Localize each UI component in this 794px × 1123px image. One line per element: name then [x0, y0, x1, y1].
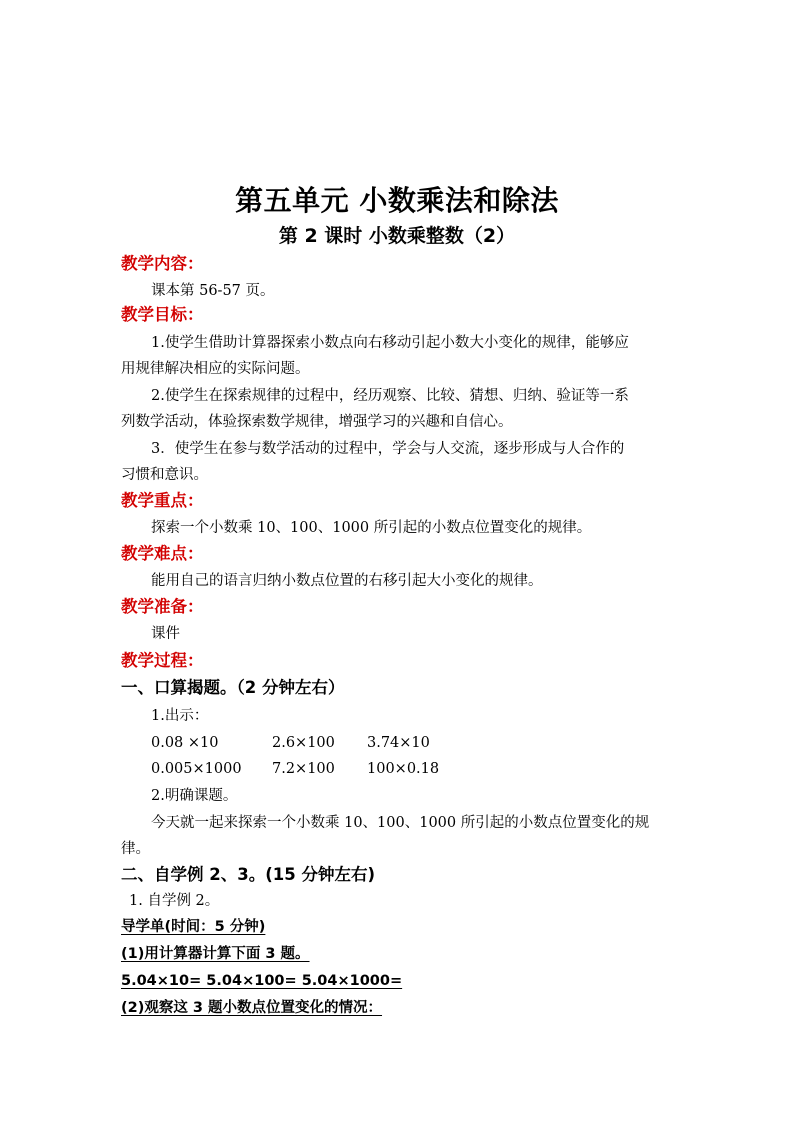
guide-question-1: (1)用计算器计算下面 3 题。 — [121, 946, 310, 962]
goal-1-line-2: 用规律解决相应的实际问题。 — [121, 361, 310, 377]
guide-calculation: 5.04×10= 5.04×100= 5.04×1000= — [121, 973, 403, 989]
difficulties-text: 能用自己的语言归纳小数点位置的右移引起大小变化的规律。 — [151, 573, 543, 589]
section-2-heading: 二、自学例 2、3。(15 分钟左右) — [121, 865, 375, 884]
oral-calc-item: 3.74×10 — [367, 735, 430, 751]
key-points-text: 探索一个小数乘 10、100、1000 所引起的小数点位置变化的规律。 — [151, 520, 592, 536]
process-heading: 教学过程： — [121, 651, 204, 670]
section-1-heading: 一、口算揭题。（2 分钟左右） — [121, 678, 345, 697]
goal-3-line-2: 习惯和意识。 — [121, 467, 208, 483]
oral-calc-item: 0.005×1000 — [151, 761, 242, 777]
page-subtitle: 第 2 课时 小数乘整数（2） — [278, 225, 516, 247]
preparation-text: 课件 — [151, 626, 180, 642]
difficulties-heading: 教学难点： — [121, 544, 204, 563]
goals-heading: 教学目标： — [121, 305, 204, 324]
guide-sheet-title: 导学单(时间：5 分钟) — [121, 919, 266, 935]
key-points-heading: 教学重点： — [121, 491, 204, 510]
goal-1-line-1: 1.使学生借助计算器探索小数点向右移动引起小数大小变化的规律，能够应 — [151, 335, 629, 351]
goal-3-line-1: 3．使学生在参与数学活动的过程中，学会与人交流，逐步形成与人合作的 — [151, 441, 625, 457]
guide-question-2: (2)观察这 3 题小数点位置变化的情况： — [121, 1000, 383, 1016]
oral-calc-item: 2.6×100 — [272, 735, 335, 751]
today-line-1: 今天就一起来探索一个小数乘 10、100、1000 所引起的小数点位置变化的规 — [151, 815, 650, 831]
show-label: 1.出示： — [151, 708, 209, 724]
oral-calc-item: 0.08 ×10 — [151, 735, 219, 751]
oral-calc-item: 100×0.18 — [367, 761, 440, 777]
page-title: 第五单元 小数乘法和除法 — [235, 184, 559, 217]
today-line-2: 律。 — [121, 841, 150, 857]
content-text: 课本第 56-57 页。 — [151, 283, 275, 299]
self-study-item: 1. 自学例 2。 — [129, 893, 220, 909]
content-heading: 教学内容： — [121, 254, 204, 273]
preparation-heading: 教学准备： — [121, 597, 204, 616]
oral-calc-item: 7.2×100 — [272, 761, 335, 777]
clarify-topic: 2.明确课题。 — [151, 788, 238, 804]
goal-2-line-1: 2.使学生在探索规律的过程中，经历观察、比较、猜想、归纳、验证等一系 — [151, 388, 629, 404]
goal-2-line-2: 列数学活动，体验探索数学规律，增强学习的兴趣和自信心。 — [121, 414, 513, 430]
